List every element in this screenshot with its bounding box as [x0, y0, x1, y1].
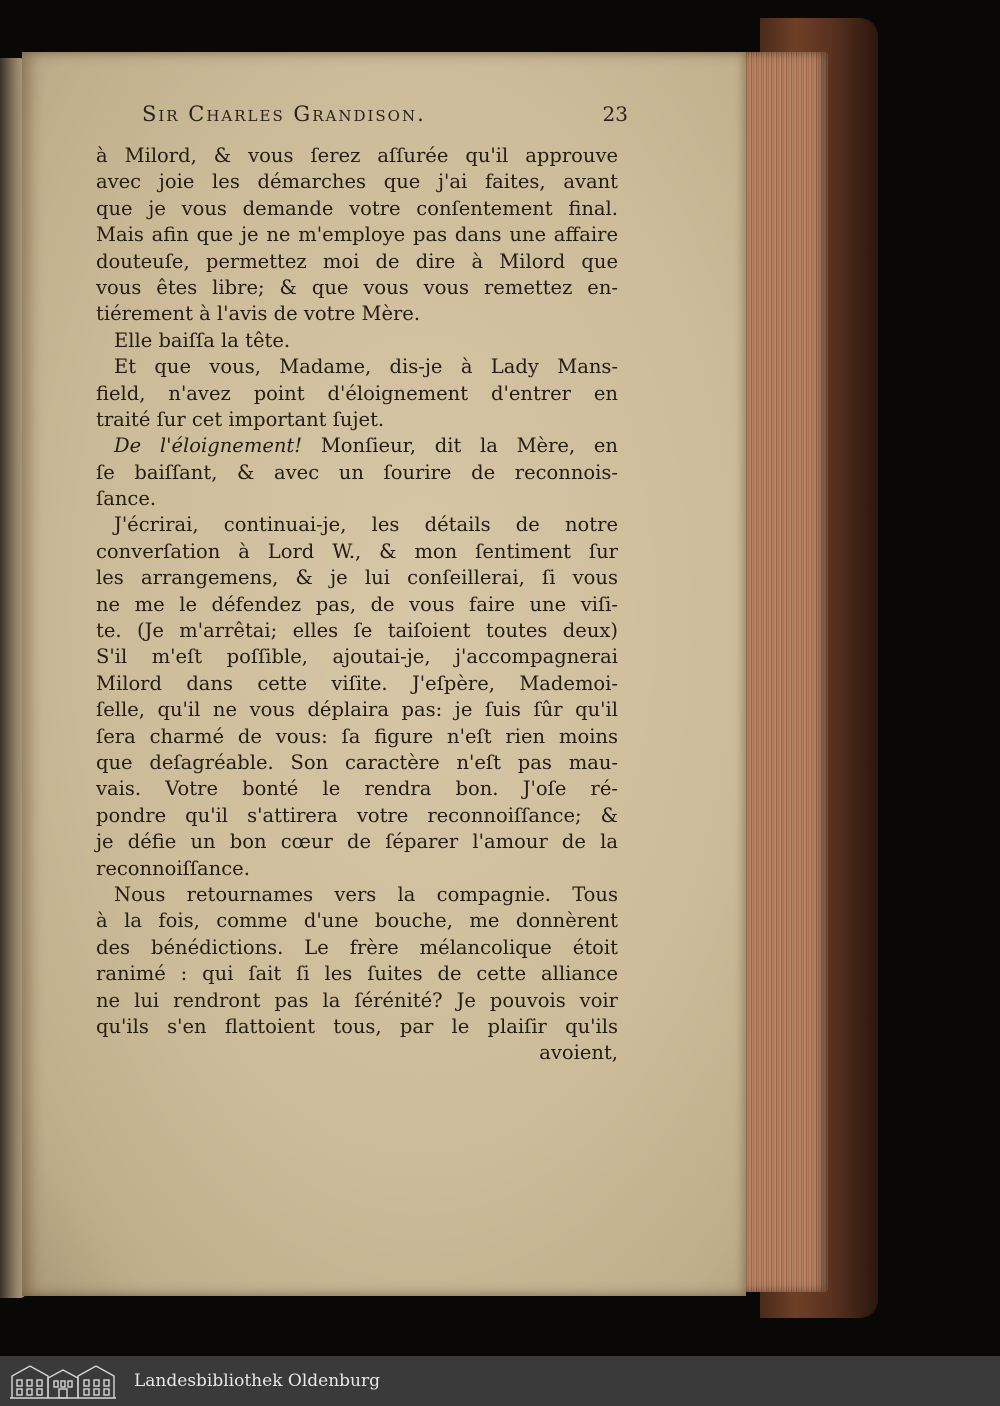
line-text: ſance. [96, 487, 157, 511]
text-line [96, 1014, 618, 1040]
line-text: vais. Votre bonté le rendra bon. J'oſe ré- [96, 777, 618, 801]
line-text: reconnoiſſance. [96, 856, 250, 880]
text-line [96, 803, 618, 829]
text-line [96, 486, 618, 512]
line-text: tiérement à l'avis de votre Mère. [96, 302, 421, 326]
page-block-edge [742, 52, 828, 1292]
page-number: 23 [602, 102, 628, 126]
text-line [96, 961, 618, 987]
text-line [96, 856, 618, 882]
line-text: je défie un bon cœur de ſéparer l'amour de la [96, 830, 618, 854]
line-text: avoient, [539, 1041, 618, 1065]
running-title: Sir Charles Grandison. [142, 102, 426, 126]
text-line [96, 565, 618, 591]
text-line [96, 249, 618, 275]
text-line [96, 776, 618, 802]
text-line [96, 328, 618, 354]
line-text: field, n'avez point d'éloignement d'entrer en [96, 381, 618, 405]
line-text: les arrangemens, & je lui conſeillerai, ſi vous [96, 566, 618, 590]
line-text: te. (Je m'arrêtai; elles ſe taiſoient toutes deux) [96, 619, 618, 643]
line-text: S'il m'eſt poſſible, ajoutai-je, j'accompagnerai [96, 645, 618, 669]
line-text: traité ſur cet important ſujet. [96, 407, 385, 431]
text-line [96, 724, 618, 750]
text-line [96, 882, 618, 908]
text-line [96, 592, 618, 618]
line-text: Nous retournames vers la compagnie. Tous [114, 882, 618, 906]
text-line [96, 143, 618, 169]
text-line [96, 671, 618, 697]
line-text: ſelle, qu'il ne vous déplaira pas: je ſuis ſûr qu'il [96, 698, 618, 722]
line-text: ſe baiſſant, & avec un ſourire de reconnois- [96, 460, 618, 484]
line-text: Mais afin que je ne m'employe pas dans une affaire [96, 223, 618, 247]
page-header [142, 102, 628, 142]
text-line [96, 618, 618, 644]
library-name: Landesbibliothek Oldenburg [134, 1371, 381, 1391]
line-text: Elle baiſſa la tête. [114, 328, 291, 352]
library-building-icon [8, 1362, 118, 1400]
text-line [96, 275, 618, 301]
text-line [96, 935, 618, 961]
text-line [96, 908, 618, 934]
line-text: Et que vous, Madame, dis-je à Lady Mans- [114, 355, 618, 379]
line-text: pondre qu'il s'attirera votre reconnoiſſance; & [96, 803, 618, 827]
line-text: que deſagréable. Son caractère n'eſt pas mau- [96, 750, 618, 774]
line-text: douteuſe, permettez moi de dire à Milord que [96, 249, 618, 273]
text-line [96, 512, 618, 538]
line-text: ne lui rendront pas la ſérénité? Je pouvois voir [96, 988, 618, 1012]
text-line [96, 433, 618, 459]
line-text: J'écrirai, continuai-je, les détails de notre [114, 513, 618, 537]
footer-bar [0, 1356, 1000, 1406]
line-text: avec joie les démarches que j'ai faites, avant [96, 170, 618, 194]
line-text: à Milord, & vous ſerez aſſurée qu'il approuve [96, 144, 618, 167]
text-line [96, 829, 618, 855]
line-text: vous êtes libre; & que vous vous remettez en- [96, 275, 618, 299]
line-text: que je vous demande votre conſentement final. [96, 196, 618, 220]
text-line [96, 354, 618, 380]
italic-phrase: De l'éloignement! [114, 434, 303, 458]
line-text: converſation à Lord W., & mon ſentiment ſur [96, 539, 618, 563]
text-line [96, 169, 618, 195]
text-line [96, 1040, 618, 1066]
line-text: ſera charmé de vous: ſa figure n'eſt rien moins [96, 724, 618, 748]
text-line [96, 988, 618, 1014]
text-line [96, 460, 618, 486]
line-text: des bénédictions. Le frère mélancolique étoit [96, 935, 618, 959]
line-text: à la fois, comme d'une bouche, me donnèrent [96, 909, 618, 933]
body-text [96, 143, 618, 1067]
text-line [96, 697, 618, 723]
text-line [96, 381, 618, 407]
text-line [96, 750, 618, 776]
text-line [96, 301, 618, 327]
line-text: Monſieur, dit la Mère, en [302, 434, 618, 458]
text-line [96, 644, 618, 670]
line-text: ne me le défendez pas, de vous faire une viſi- [96, 592, 618, 616]
line-text: qu'ils s'en flattoient tous, par le plaiſir qu'ils [96, 1014, 618, 1038]
line-text: Milord dans cette viſite. J'eſpère, Mademoi- [96, 671, 618, 695]
text-line [96, 196, 618, 222]
text-line [96, 407, 618, 433]
text-line [96, 539, 618, 565]
line-text: ranimé : qui ſait ſi les ſuites de cette alliance [96, 962, 618, 986]
text-line [96, 222, 618, 248]
